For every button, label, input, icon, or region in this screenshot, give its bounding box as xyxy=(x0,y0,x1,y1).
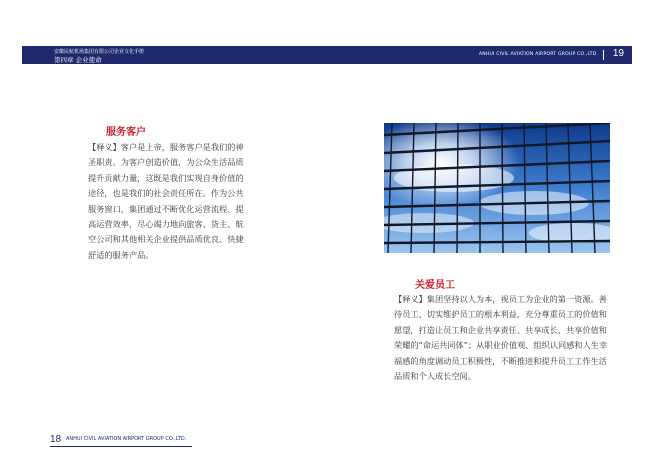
header-org-name-cn: 安徽民航机场集团有限公司企业文化手册 xyxy=(54,49,145,55)
section-title-serve-customers: 服务客户 xyxy=(106,127,146,138)
page-number-left: 18 xyxy=(50,434,62,445)
section-text: 集团坚持以人为本，视员工为企业的第一资源。善待员工、切实维护员工的根本利益，充分尊重员工的价值和愿望，打造让员工和企业共享责任、共享成长、共享价值和荣耀的“命运共同体”；从职业价值观、组织认同感和人生幸福感的角度调动员工积极性，不断推进和提升员工工作生活品质和个人成长空间。 xyxy=(394,294,608,382)
section-body-serve-customers xyxy=(88,140,250,263)
definition-tag: 【释义】 xyxy=(394,294,427,304)
photo-illustration xyxy=(384,123,610,253)
header-band xyxy=(22,46,632,64)
section-title-care-employees: 关爱员工 xyxy=(415,280,455,291)
footer-rule xyxy=(50,446,192,447)
definition-tag: 【释义】 xyxy=(88,142,121,152)
header-divider xyxy=(603,50,604,60)
header-org-name-en: ANHUI CIVIL AVIATION AIRPORT GROUP CO.,LTD. xyxy=(478,52,598,57)
footer-org-name-en: ANHUI CIVIL AVIATION AIRPORT GROUP CO.,LTD. xyxy=(66,436,187,442)
header-chapter-title: 第四章 企业使命 xyxy=(54,56,102,64)
section-text: 客户是上帝，服务客户是我们的神圣职责。为客户创造价值，为公众生活品质提升贡献力量，这既是我们实现自身价值的途径，也是我们的社会责任所在。作为公共服务窗口，集团通过不断优化运营流程、提高运营效率，尽心竭力地向旅客、货主、航空公司和其他相关企业提供品质优良、快捷舒适的服务产品。 xyxy=(88,142,244,260)
glass-facade-sky-photo xyxy=(384,123,610,253)
page-number-right: 19 xyxy=(612,48,624,59)
section-body-care-employees xyxy=(394,292,610,384)
